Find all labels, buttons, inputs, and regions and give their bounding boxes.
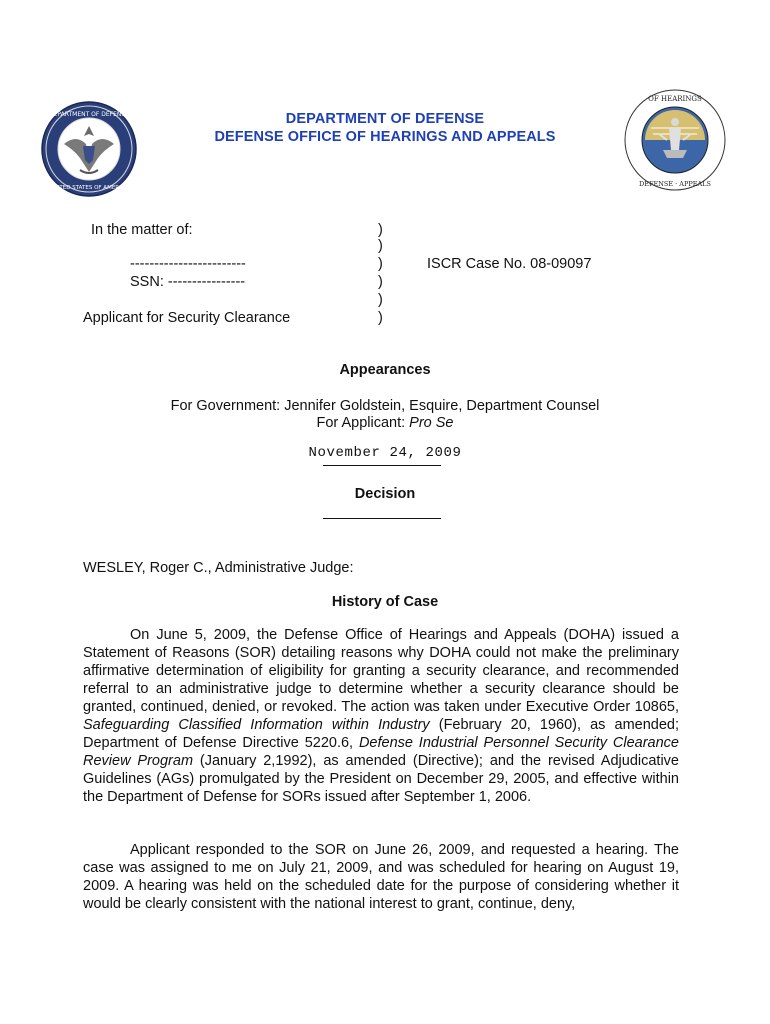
applicant-name-redacted: ------------------------ <box>130 256 246 272</box>
caption-paren: ) <box>378 310 383 326</box>
date-rule <box>323 465 441 466</box>
caption-paren: ) <box>378 292 383 308</box>
caption-paren: ) <box>378 222 383 238</box>
matter-label: In the matter of: <box>91 222 193 238</box>
decision-heading: Decision <box>354 486 416 502</box>
caption-paren: ) <box>378 238 383 254</box>
judge-line: WESLEY, Roger C., Administrative Judge: <box>83 560 354 576</box>
svg-text:OF HEARINGS: OF HEARINGS <box>648 95 702 103</box>
doha-seal-icon <box>623 88 727 192</box>
dod-seal-icon <box>40 100 138 198</box>
government-counsel: For Government: Jennifer Goldstein, Esquire, Department Counsel <box>170 398 600 414</box>
appearances-heading: Appearances <box>339 362 431 378</box>
history-paragraph-2: Applicant responded to the SOR on June 26, 2009, and requested a hearing. The case was assigned to me on July 21, 2009, and was scheduled for hearing on August 19, 2009. A hearing was held on the scheduled date for the purpose of considering whether it would be clearly consistent with the national interest to grant, continue, deny, <box>83 842 679 912</box>
caption-paren: ) <box>378 274 383 290</box>
svg-text:DEFENSE · APPEALS: DEFENSE · APPEALS <box>639 180 711 188</box>
office-title: DEFENSE OFFICE OF HEARINGS AND APPEALS <box>214 129 556 145</box>
decision-date: November 24, 2009 <box>308 445 462 461</box>
agency-title: DEPARTMENT OF DEFENSE <box>285 111 485 127</box>
case-number: ISCR Case No. 08-09097 <box>427 256 592 272</box>
applicant-label: Applicant for Security Clearance <box>83 310 291 326</box>
history-paragraph-1: On June 5, 2009, the Defense Office of Hearings and Appeals (DOHA) issued a Statement of Reasons (SOR) detailing reasons why DOHA could not make the preliminary affirmative determination of eligibility for granting a security clearance, and recommended referral to an administrative judge to determine whether a security clearance should be granted, continued, denied, or revoked. The action was taken under Executive Order 10865, Safeguarding Classified Information within Industry (February 20, 1960), as amended; Department of Defense Directive 5220.6, Defense Industrial Personnel Security Clearance Review Program (January 2,1992), as amended (Directive); and the revised Adjudicative Guidelines (AGs) promulgated by the President on December 29, 2005, and effective within the Department of Defense for SORs issued after September 1, 2006. <box>83 627 680 805</box>
history-heading: History of Case <box>331 594 439 610</box>
caption-paren: ) <box>378 256 383 272</box>
applicant-representation: For Applicant: Pro Se <box>316 415 454 431</box>
decision-rule <box>323 518 441 519</box>
ssn-redacted: SSN: ---------------- <box>130 274 246 290</box>
svg-text:DEPARTMENT OF DEFENSE: DEPARTMENT OF DEFENSE <box>49 111 129 118</box>
svg-text:UNITED STATES OF AMERICA: UNITED STATES OF AMERICA <box>49 185 129 191</box>
